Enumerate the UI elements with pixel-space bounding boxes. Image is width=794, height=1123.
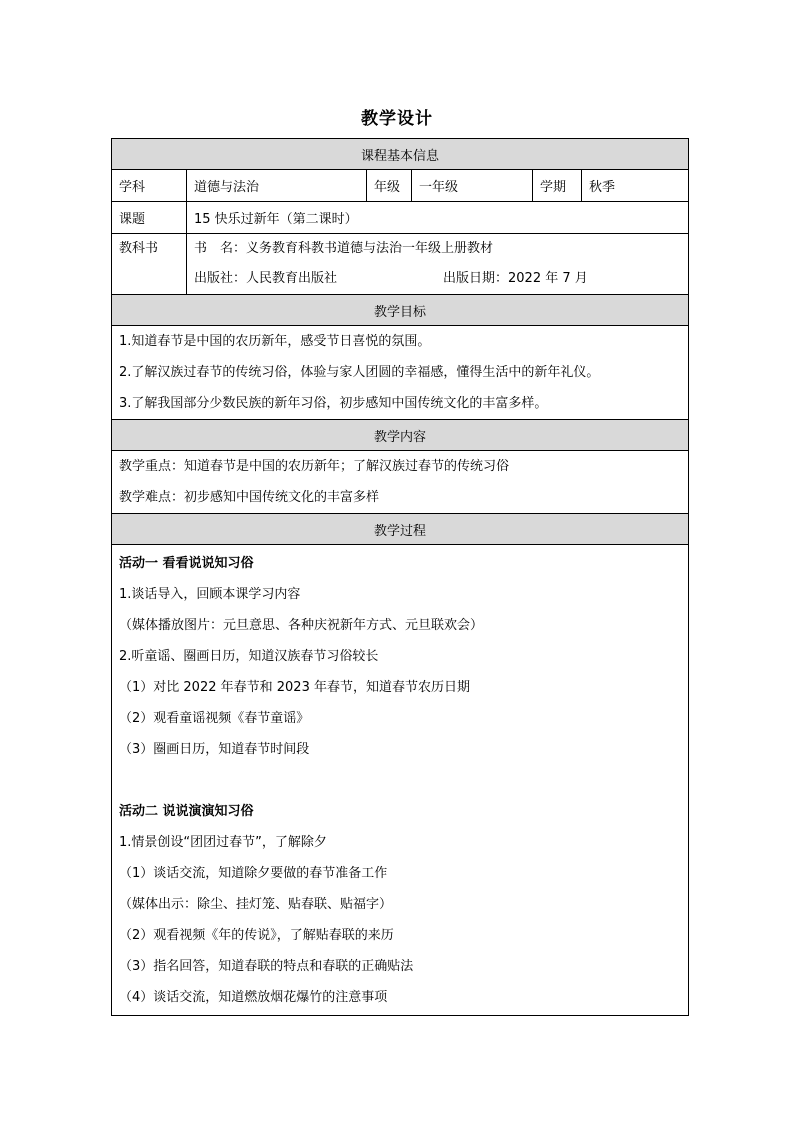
content-header-row xyxy=(112,420,689,451)
process-row xyxy=(112,545,689,1016)
term-label: 学期 xyxy=(533,170,582,202)
objective-item: 1.知道春节是中国的农历新年，感受节日喜悦的氛围。 xyxy=(119,334,431,349)
objectives-header: 教学目标 xyxy=(112,295,689,326)
textbook-publisher: 出版社：人民教育出版社 xyxy=(194,271,338,286)
subject-value: 道德与法治 xyxy=(187,170,367,202)
activity1-line: （2）观看童谣视频《春节童谣》 xyxy=(119,710,310,726)
activity1-line: （媒体播放图片：元旦意思、各种庆祝新年方式、元旦联欢会） xyxy=(119,617,484,633)
grade-label: 年级 xyxy=(367,170,412,202)
basic-info-header-row xyxy=(112,139,689,170)
objective-item: 3.了解我国部分少数民族的新年习俗，初步感知中国传统文化的丰富多样。 xyxy=(119,396,548,411)
lesson-plan-table xyxy=(111,138,689,1016)
activity2-line: （2）观看视频《年的传说》，了解贴春联的来历 xyxy=(119,927,394,943)
grade-value: 一年级 xyxy=(412,170,533,202)
key-point: 教学重点：知道春节是中国的农历新年；了解汉族过春节的传统习俗 xyxy=(119,459,510,474)
activity2-line: （1）谈话交流，知道除夕要做的春节准备工作 xyxy=(119,865,388,881)
lesson-value: 15 快乐过新年（第二课时） xyxy=(187,202,689,234)
content-row xyxy=(112,451,689,514)
content-header: 教学内容 xyxy=(112,420,689,451)
process-header: 教学过程 xyxy=(112,514,689,545)
activity1-line: （3）圈画日历，知道春节时间段 xyxy=(119,741,310,757)
objectives-row xyxy=(112,326,689,420)
lesson-label: 课题 xyxy=(112,202,187,234)
textbook-label: 教科书 xyxy=(119,241,159,256)
activity1-line: （1）对比 2022 年春节和 2023 年春节，知道春节农历日期 xyxy=(119,679,470,695)
difficulty: 教学难点：初步感知中国传统文化的丰富多样 xyxy=(119,490,380,505)
activity2-line: （3）指名回答，知道春联的特点和春联的正确贴法 xyxy=(119,958,414,974)
textbook-publisher-line xyxy=(194,264,681,294)
subject-row xyxy=(112,170,689,202)
term-value: 秋季 xyxy=(582,170,689,202)
activity2-title: 活动二 说说演演知习俗 xyxy=(119,803,254,819)
activity2-line: 1.情景创设“团团过春节”，了解除夕 xyxy=(119,834,327,850)
activity1-line: 2.听童谣、圈画日历，知道汉族春节习俗较长 xyxy=(119,648,379,664)
textbook-name: 书 名：义务教育科教书道德与法治一年级上册教材 xyxy=(194,241,494,256)
basic-info-header: 课程基本信息 xyxy=(112,139,689,170)
objectives-header-row xyxy=(112,295,689,326)
lesson-row xyxy=(112,202,689,234)
activity2-line: （媒体出示：除尘、挂灯笼、贴春联、贴福字） xyxy=(119,896,393,912)
activity1-title: 活动一 看看说说知习俗 xyxy=(119,555,254,571)
subject-label: 学科 xyxy=(112,170,187,202)
activity1-line: 1.谈话导入，回顾本课学习内容 xyxy=(119,586,301,602)
activity2-line: （4）谈话交流，知道燃放烟花爆竹的注意事项 xyxy=(119,989,388,1005)
textbook-row xyxy=(112,234,689,295)
objective-item: 2.了解汉族过春节的传统习俗，体验与家人团圆的幸福感，懂得生活中的新年礼仪。 xyxy=(119,365,600,380)
process-header-row xyxy=(112,514,689,545)
page-title: 教学设计 xyxy=(361,109,433,129)
textbook-pub-date: 出版日期：2022 年 7 月 xyxy=(443,271,588,286)
